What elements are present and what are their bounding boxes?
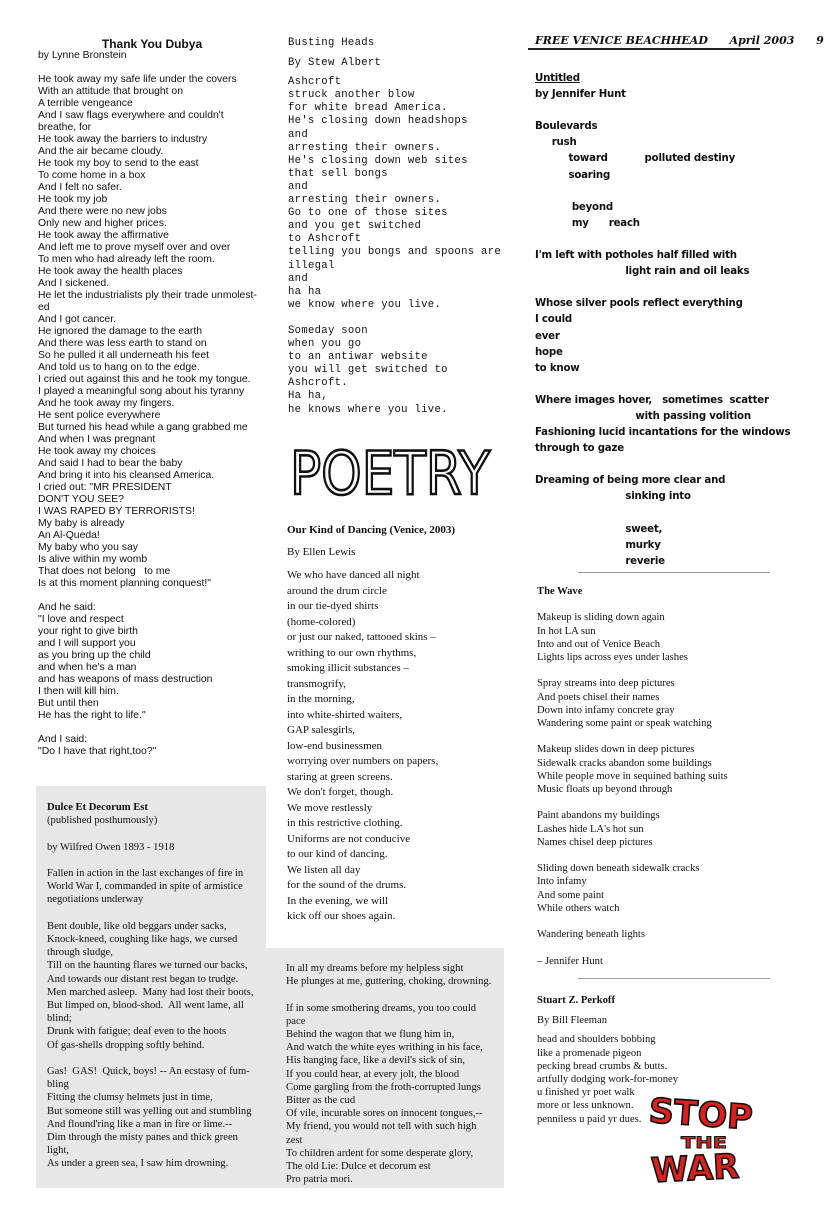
poem-line: We who have danced all night xyxy=(287,569,420,581)
poem-line xyxy=(535,457,765,473)
poem-line xyxy=(38,590,266,602)
section-divider xyxy=(578,978,770,979)
busting-heads-poem xyxy=(288,37,518,417)
poem-line: rush xyxy=(535,137,577,149)
poem-line: He sent police everywhere xyxy=(38,410,161,421)
poem-line: as you bring up the child xyxy=(38,650,151,661)
poem-line xyxy=(535,184,765,200)
poem-line: My baby who you say xyxy=(38,542,138,553)
poem-line: and xyxy=(288,128,308,141)
poem-line: head and shoulders bobbing xyxy=(537,1034,656,1046)
poem-line xyxy=(286,988,502,1001)
poem-line: Sliding down beneath sidewalk cracks xyxy=(537,863,700,875)
poem-line: Down into infamy concrete gray xyxy=(537,704,675,716)
poem-line: (published posthumously) xyxy=(47,815,158,827)
poem-line: Whose silver pools reflect everything xyxy=(535,298,743,310)
poem-line: "I love and respect xyxy=(38,614,124,625)
poem-line: His hanging face, like a devil's sick of sin, xyxy=(286,1055,466,1067)
poem-line: We don't forget, though. xyxy=(287,786,394,798)
poem-line: you will get switched to xyxy=(288,364,448,377)
poem-line: or just our naked, tattooed skins – xyxy=(287,631,436,643)
poem-line: Go to one of those sites xyxy=(288,207,448,220)
poem-line: and when he's a man xyxy=(38,662,137,673)
poem-line: and you get switched xyxy=(288,220,422,233)
poem-line: Fallen in action in the last exchanges of fire in xyxy=(47,867,244,879)
poem-line xyxy=(38,62,266,74)
poem-line: In all my dreams before my helpless sight xyxy=(286,963,464,974)
poem-line: u finished yr poet walk xyxy=(537,1087,635,1099)
poem-line: But until then xyxy=(38,698,99,709)
poem-line: Spray streams into deep pictures xyxy=(537,678,675,690)
svg-text:STOP: STOP xyxy=(647,1091,752,1139)
poem-title: Busting Heads xyxy=(288,37,375,49)
poem-line xyxy=(38,722,266,734)
poem-line: I then will kill him. xyxy=(38,686,119,697)
poem-line xyxy=(47,907,265,920)
poem-line: zest xyxy=(286,1134,303,1146)
poem-line: your right to give birth xyxy=(38,626,138,637)
poem-line: Is alive within my womb xyxy=(38,554,148,565)
poem-line: And the air became cloudy. xyxy=(38,146,164,157)
poem-line: murky xyxy=(535,539,661,551)
dulce-et-decorum-continued xyxy=(286,962,502,1186)
poem-line: And I said: xyxy=(38,734,88,745)
the-wave-poem xyxy=(537,585,767,968)
poem-line: Dim through the misty panes and thick green xyxy=(47,1132,238,1144)
poem-line xyxy=(535,280,765,296)
poem-title: Our Kind of Dancing (Venice, 2003) xyxy=(287,524,456,536)
poem-line: Bent double, like old beggars under sacks, xyxy=(47,920,227,932)
poem-line xyxy=(537,598,767,611)
poem-line: with passing volition xyxy=(535,410,751,422)
poem-line: for white bread America. xyxy=(288,102,448,115)
poem-line: To children ardent for some desperate glory, xyxy=(286,1147,474,1159)
poem-line: Names chisel deep pictures xyxy=(537,836,653,848)
poem-line: I cried out: "MR PRESIDENT xyxy=(38,482,172,493)
poem-line: and I will support you xyxy=(38,638,136,649)
poem-line: pace xyxy=(286,1015,306,1027)
poem-line: He's closing down headshops xyxy=(288,115,468,128)
poem-line: While people move in sequined bathing suits xyxy=(537,770,728,782)
poem-line: Ha ha, xyxy=(288,390,328,403)
poem-line: in this restrictive clothing. xyxy=(287,817,403,829)
poem-line: that sell bongs xyxy=(288,167,388,180)
poem-line: penniless u paid yr dues. xyxy=(537,1113,642,1125)
poem-line: into white-shirted waiters, xyxy=(287,708,403,721)
poem-line: Come gargling from the froth-corrupted lungs xyxy=(286,1081,481,1093)
poem-line: he knows where you live. xyxy=(288,403,448,416)
poem-line: To men who had already left the room. xyxy=(38,254,215,265)
poem-line: In the evening, we will xyxy=(287,894,389,907)
poem-line: and xyxy=(288,180,308,193)
poem-line: smoking illicit substances – xyxy=(287,662,409,674)
poem-line: So he pulled it all underneath his feet xyxy=(38,350,209,361)
poem-line: And I felt no safer. xyxy=(38,182,122,193)
poem-line: He has the right to life." xyxy=(38,710,146,721)
poem-line: to our kind of dancing. xyxy=(287,848,388,860)
poem-line: and has weapons of mass destruction xyxy=(38,674,213,685)
poem-line: Fashioning lucid incantations for the windows xyxy=(535,427,791,439)
poem-line: If in some smothering dreams, you too could xyxy=(286,1002,477,1014)
poem-line: pecking bread crumbs & butts. xyxy=(537,1060,668,1072)
poem-line: like a promenade pigeon xyxy=(537,1047,642,1059)
poem-line xyxy=(535,103,765,119)
poem-title: The Wave xyxy=(537,586,583,597)
poem-line: And he took away my fingers. xyxy=(38,398,175,409)
poem-line: My friend, you would not tell with such high xyxy=(286,1121,477,1133)
poem-line: in the morning, xyxy=(287,693,355,705)
poem-line: staring at green screens. xyxy=(287,770,393,783)
poem-line xyxy=(537,664,767,677)
poem-line: He plunges at me, guttering, choking, drowning. xyxy=(286,976,492,988)
poem-line: Lashes hide LA's hot sun xyxy=(537,823,644,835)
poem-line: If you could hear, at every jolt, the blood xyxy=(286,1068,460,1080)
poem-title: Thank You Dubya xyxy=(101,37,203,51)
poem-line: around the drum circle xyxy=(287,584,387,597)
poem-line: for the sound of the drums. xyxy=(287,879,407,891)
poem-line: And I saw flags everywhere and couldn't xyxy=(38,110,224,121)
poem-line: A terrible vengeance xyxy=(38,98,133,109)
poem-line: soaring xyxy=(535,169,611,181)
poem-line: And bring it into his cleansed America. xyxy=(38,470,215,481)
poem-line xyxy=(535,506,765,522)
poem-line: Bitter as the cud xyxy=(286,1095,356,1107)
poem-line: Ashcroft xyxy=(288,76,342,89)
poem-line: breathe, for xyxy=(38,122,92,133)
poem-line: low-end businessmen xyxy=(287,739,383,752)
poem-line: my reach xyxy=(535,217,640,229)
poem-line: World War I, commanded in spite of armistice xyxy=(47,881,243,893)
poem-line: And towards our distant rest began to trudge. xyxy=(47,973,239,985)
poem-line: blind; xyxy=(47,1013,72,1025)
poem-line: beyond xyxy=(535,201,614,213)
poem-line: we know where you live. xyxy=(288,298,442,311)
poem-line: To come home in a box xyxy=(38,170,146,181)
poem-line: My baby is already xyxy=(38,518,125,529)
poem-line xyxy=(535,232,765,248)
poem-line: And left me to prove myself over and over xyxy=(38,242,231,253)
poem-line: As under a green sea, I saw him drowning. xyxy=(47,1158,229,1170)
poem-line: Makeup is sliding down again xyxy=(537,612,665,624)
poem-line: DON'T YOU SEE? xyxy=(38,494,124,505)
poem-body-right xyxy=(286,962,502,1186)
poem-line: But someone still was yelling out and stumbling xyxy=(47,1105,252,1117)
poem-line: "Do I have that right,too?" xyxy=(38,746,157,757)
poem-body-left xyxy=(47,814,265,1170)
poem-line: by Wilfred Owen 1893 - 1918 xyxy=(47,841,175,853)
poem-line: Music floats up beyond through xyxy=(537,784,673,795)
poem-line: Only new and higher prices. xyxy=(38,218,167,229)
untitled-poem xyxy=(535,71,791,570)
poem-line xyxy=(537,730,767,743)
poem-line xyxy=(535,377,765,393)
poem-line: Boulevards xyxy=(535,121,598,133)
poem-line: Drunk with fatigue; deaf even to the hoots xyxy=(47,1026,227,1038)
poem-byline: By Ellen Lewis xyxy=(287,545,356,558)
svg-text:POETRY: POETRY xyxy=(290,439,491,509)
poem-line: sinking into xyxy=(535,491,691,503)
poetry-logo xyxy=(288,436,498,509)
thank-you-dubya-poem xyxy=(38,38,266,758)
poem-line: telling you bongs and spoons are xyxy=(288,246,502,259)
poem-title: Stuart Z. Perkoff xyxy=(537,995,615,1006)
poem-line: In hot LA sun xyxy=(537,625,596,637)
poem-line: artfully dodging work-for-money xyxy=(537,1074,679,1086)
poem-line xyxy=(537,915,767,928)
poem-line: GAP salesgirls, xyxy=(287,724,356,736)
poem-line: And I sickened. xyxy=(38,278,110,289)
poem-line: I could xyxy=(535,314,573,326)
masthead-rule xyxy=(528,48,760,50)
poem-line: He took my boy to send to the east xyxy=(38,158,199,169)
poem-line: Sidewalk cracks abandon some buildings xyxy=(537,757,712,769)
masthead-issue: April 2003 xyxy=(729,34,795,47)
poem-line: We move restlessly xyxy=(287,801,373,814)
poem-line: Of vile, incurable sores on innocent tongues,-- xyxy=(286,1108,483,1120)
poem-line: And told us to hang on to the edge. xyxy=(38,362,200,373)
poem-line xyxy=(537,796,767,809)
poem-body xyxy=(287,568,517,925)
poem-line: worrying over numbers on papers, xyxy=(287,755,439,767)
poem-line: Fitting the clumsy helmets just in time, xyxy=(47,1092,213,1104)
poem-line xyxy=(537,941,767,954)
poem-line: And some paint xyxy=(537,889,605,901)
poem-line: I WAS RAPED BY TERRORISTS! xyxy=(38,506,195,517)
our-kind-of-dancing-poem xyxy=(287,523,517,925)
poem-line: And I got cancer. xyxy=(38,314,116,325)
poem-line: I cried out against this and he took my tongue. xyxy=(38,374,251,385)
poem-body xyxy=(535,103,791,570)
poem-line: Someday soon xyxy=(288,324,368,337)
poem-line: I played a meaningful song about his tyranny xyxy=(38,386,245,397)
poem-line: when you go xyxy=(288,338,362,351)
poem-line: And he said: xyxy=(38,602,96,613)
poem-body xyxy=(537,598,767,968)
masthead xyxy=(535,34,824,47)
poem-line: illegal xyxy=(288,259,335,272)
masthead-paper: FREE VENICE BEACHHEAD xyxy=(535,34,708,47)
poem-line: He took my job xyxy=(38,194,108,205)
poem-line: Wandering some paint or speak watching xyxy=(537,718,712,729)
poem-line: But turned his head while a gang grabbed me xyxy=(38,422,248,433)
poem-line: He took away the health places xyxy=(38,266,183,277)
poem-body xyxy=(288,76,518,416)
poem-line: He took away my choices xyxy=(38,446,156,457)
poem-line xyxy=(288,312,518,325)
poem-line: sweet, xyxy=(535,523,663,535)
poem-body xyxy=(38,62,266,758)
poem-line: Wandering beneath lights xyxy=(537,929,645,941)
poem-line xyxy=(47,827,265,840)
poem-line: – Jennifer Hunt xyxy=(537,955,603,967)
poem-line: Makeup slides down in deep pictures xyxy=(537,744,695,756)
poem-line: And said I had to bear the baby xyxy=(38,458,183,469)
poem-byline: By Stew Albert xyxy=(288,57,382,70)
poem-line: ha ha xyxy=(288,285,322,298)
poem-line: Behind the wagon that we flung him in, xyxy=(286,1029,455,1040)
poem-line: That does not belong to me xyxy=(38,566,171,577)
poem-line: ever xyxy=(535,330,560,342)
poem-line: hope xyxy=(535,346,563,358)
poem-line: (home-colored) xyxy=(287,615,356,628)
poem-line: writhing to our own rhythms, xyxy=(287,646,417,659)
poem-line: to know xyxy=(535,362,580,374)
poem-line: Lights lips across eyes under lashes xyxy=(537,652,688,663)
poem-line: to Ashcroft xyxy=(288,233,362,246)
poem-line: And poets chisel their names xyxy=(537,691,660,703)
poem-line: ed xyxy=(38,302,50,313)
poem-line: Of gas-shells dropping softly behind. xyxy=(47,1039,205,1051)
poem-line: kick off our shoes again. xyxy=(287,910,396,922)
poem-line: Into infamy xyxy=(537,876,587,888)
poem-line: We listen all day xyxy=(287,863,361,876)
poem-line: And when I was pregnant xyxy=(38,434,156,445)
poem-line: He ignored the damage to the earth xyxy=(38,326,203,337)
poem-line: to an antiwar website xyxy=(288,351,428,364)
poem-line: He took away the affirmative xyxy=(38,230,169,241)
poem-line: Knock-kneed, coughing like hags, we cursed xyxy=(47,933,238,945)
poem-line: Dreaming of being more clear and xyxy=(535,475,726,487)
poem-byline: by Lynne Bronstein xyxy=(38,50,127,61)
poem-line: Pro patria mori. xyxy=(286,1174,353,1186)
poem-line: He's closing down web sites xyxy=(288,154,468,167)
poem-line: through sludge, xyxy=(47,947,113,959)
poem-line: Uniforms are not conducive xyxy=(287,832,411,845)
poem-line: The old Lie: Dulce et decorum est xyxy=(286,1161,431,1173)
poem-line: and xyxy=(288,272,308,285)
poem-line: With an attitude that brought on xyxy=(38,86,183,97)
poem-byline: By Bill Fleeman xyxy=(537,1015,608,1027)
poem-line: Men marched asleep. Many had lost their boots, xyxy=(47,986,254,998)
poem-line: And watch the white eyes writhing in his face, xyxy=(286,1042,483,1054)
poem-line: transmogrify, xyxy=(287,677,346,690)
poem-line xyxy=(47,1052,265,1065)
poem-line: Gas! GAS! Quick, boys! -- An ecstasy of fum- xyxy=(47,1066,250,1077)
svg-text:THE: THE xyxy=(681,1133,727,1152)
poem-line: arresting their owners. xyxy=(288,194,442,207)
poem-line: He took away the barriers to industry xyxy=(38,134,208,145)
poem-line: bling xyxy=(47,1079,69,1091)
stop-the-war-sign xyxy=(645,1091,765,1192)
dulce-et-decorum-poem xyxy=(47,801,265,1171)
poem-line: Ashcroft. xyxy=(288,377,348,390)
poem-line: I'm left with potholes half filled with xyxy=(535,250,737,262)
poem-line: arresting their owners. xyxy=(288,141,442,154)
svg-text:WAR: WAR xyxy=(650,1146,741,1192)
poem-line xyxy=(47,854,265,867)
poem-line: Till on the haunting flares we turned our backs, xyxy=(47,960,248,972)
poem-line: And flound'ring like a man in fire or lime.-- xyxy=(47,1118,233,1130)
poem-byline: by Jennifer Hunt xyxy=(535,89,626,101)
masthead-page-number: 9 xyxy=(816,34,824,47)
poem-line: light rain and oil leaks xyxy=(535,266,750,278)
poem-line: Into and out of Venice Beach xyxy=(537,638,661,650)
poem-line: more or less unknown. xyxy=(537,1100,634,1112)
poem-title: Untitled xyxy=(535,73,580,84)
poem-line: struck another blow xyxy=(288,89,415,102)
poem-line: And there was less earth to stand on xyxy=(38,338,207,349)
poem-line: Where images hover, sometimes scatter xyxy=(535,394,769,406)
poem-line: toward polluted destiny xyxy=(535,153,736,165)
poem-line: reverie xyxy=(535,555,665,567)
poem-line: in our tie-dyed shirts xyxy=(287,600,379,612)
poem-line: Is at this moment planning conquest!" xyxy=(38,578,211,589)
poem-line: But limped on, blood-shod. All went lame, all xyxy=(47,1000,244,1011)
poem-line xyxy=(537,849,767,862)
section-divider xyxy=(578,572,770,573)
poem-line: While others watch xyxy=(537,902,620,914)
poem-line: He let the industrialists ply their trade unmolest- xyxy=(38,290,257,301)
poem-line: Paint abandons my buildings xyxy=(537,810,660,822)
poem-line: He took away my safe life under the covers xyxy=(38,74,237,85)
poem-line: An Al-Queda! xyxy=(38,530,100,541)
poem-line: And there were no new jobs xyxy=(38,206,167,217)
poem-line: light, xyxy=(47,1145,70,1157)
poem-title: Dulce Et Decorum Est xyxy=(47,802,148,813)
poem-line: negotiations underway xyxy=(47,894,144,906)
poem-line: through to gaze xyxy=(535,443,624,455)
